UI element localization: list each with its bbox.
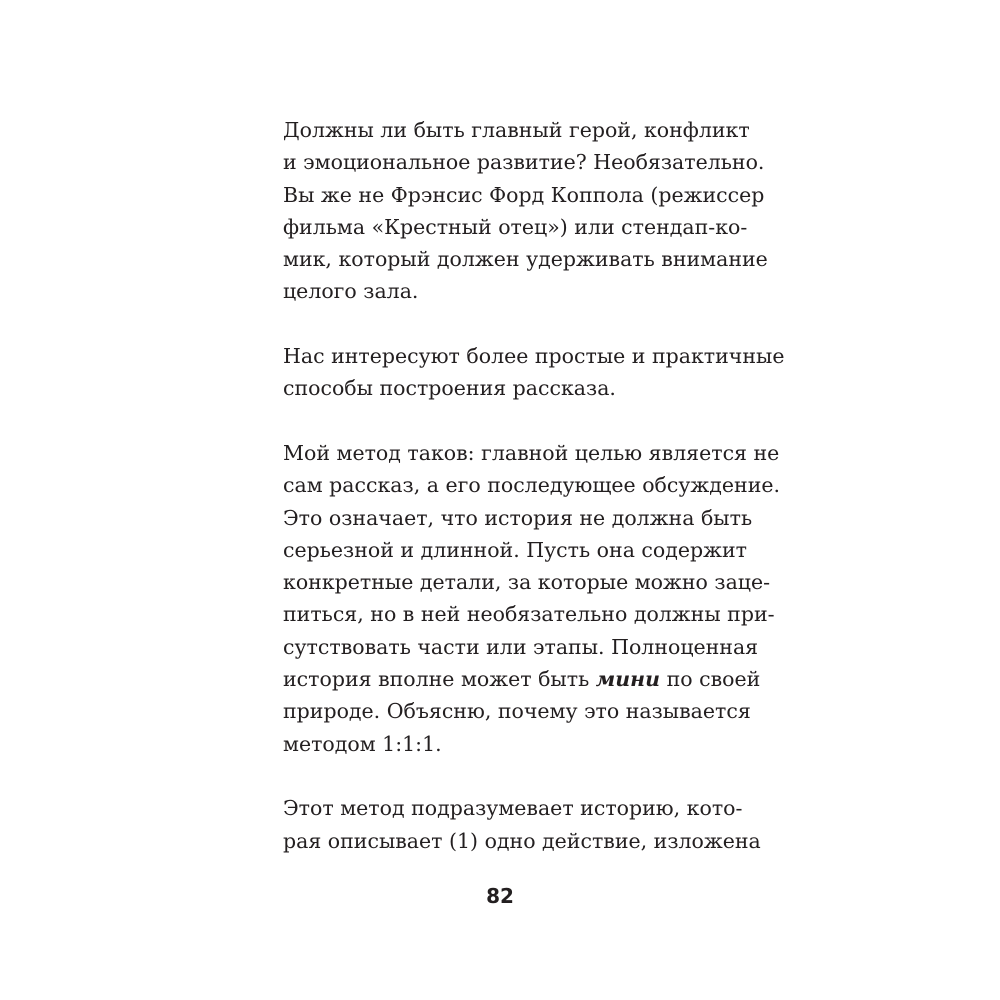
- text-line-with-emphasis: [283, 663, 761, 695]
- text-line: Должны ли быть главный герой, конфликт: [283, 118, 750, 142]
- text-line: Это означает, что история не должна быть: [283, 505, 753, 530]
- text-line: фильма «Крестный отец») или стендап-ко-: [283, 214, 748, 239]
- text-segment: по своей: [666, 667, 761, 692]
- text-line: сутствовать части или этапы. Полноценная: [283, 634, 759, 659]
- emphasized-word: мини: [595, 667, 661, 692]
- text-line: Мой метод таков: главной целью является не: [283, 440, 780, 465]
- text-line: конкретные детали, за которые можно заце-: [283, 570, 771, 595]
- text-line: рая описывает (1) одно действие, изложена: [283, 828, 761, 853]
- paragraph-1: [283, 114, 768, 308]
- text-line: Этот метод подразумевает историю, кото-: [283, 796, 743, 821]
- text-line: целого зала.: [283, 279, 419, 304]
- text-line: питься, но в ней необязательно должны при-: [283, 602, 775, 627]
- text-line: Вы же не Фрэнсис Форд Коппола (режиссер: [283, 182, 765, 207]
- text-segment: история вполне может быть: [283, 667, 590, 692]
- text-line: и эмоциональное развитие? Необязательно.: [283, 150, 765, 175]
- text-line: природе. Объясню, почему это называется: [283, 699, 751, 724]
- paragraph-3: [283, 437, 781, 760]
- text-line: способы построения рассказа.: [283, 376, 616, 401]
- text-line: Нас интересуют более простые и практичные: [283, 344, 785, 369]
- text-line: методом 1:1:1.: [283, 731, 442, 756]
- text-line: серьезной и длинной. Пусть она содержит: [283, 537, 747, 562]
- page-number: 82: [486, 884, 514, 908]
- paragraph-2: [283, 340, 785, 405]
- text-line: мик, который должен удерживать внимание: [283, 247, 768, 272]
- body-text: [283, 114, 785, 889]
- paragraph-4: [283, 792, 761, 857]
- text-line: сам рассказ, а его последующее обсуждение.: [283, 473, 781, 498]
